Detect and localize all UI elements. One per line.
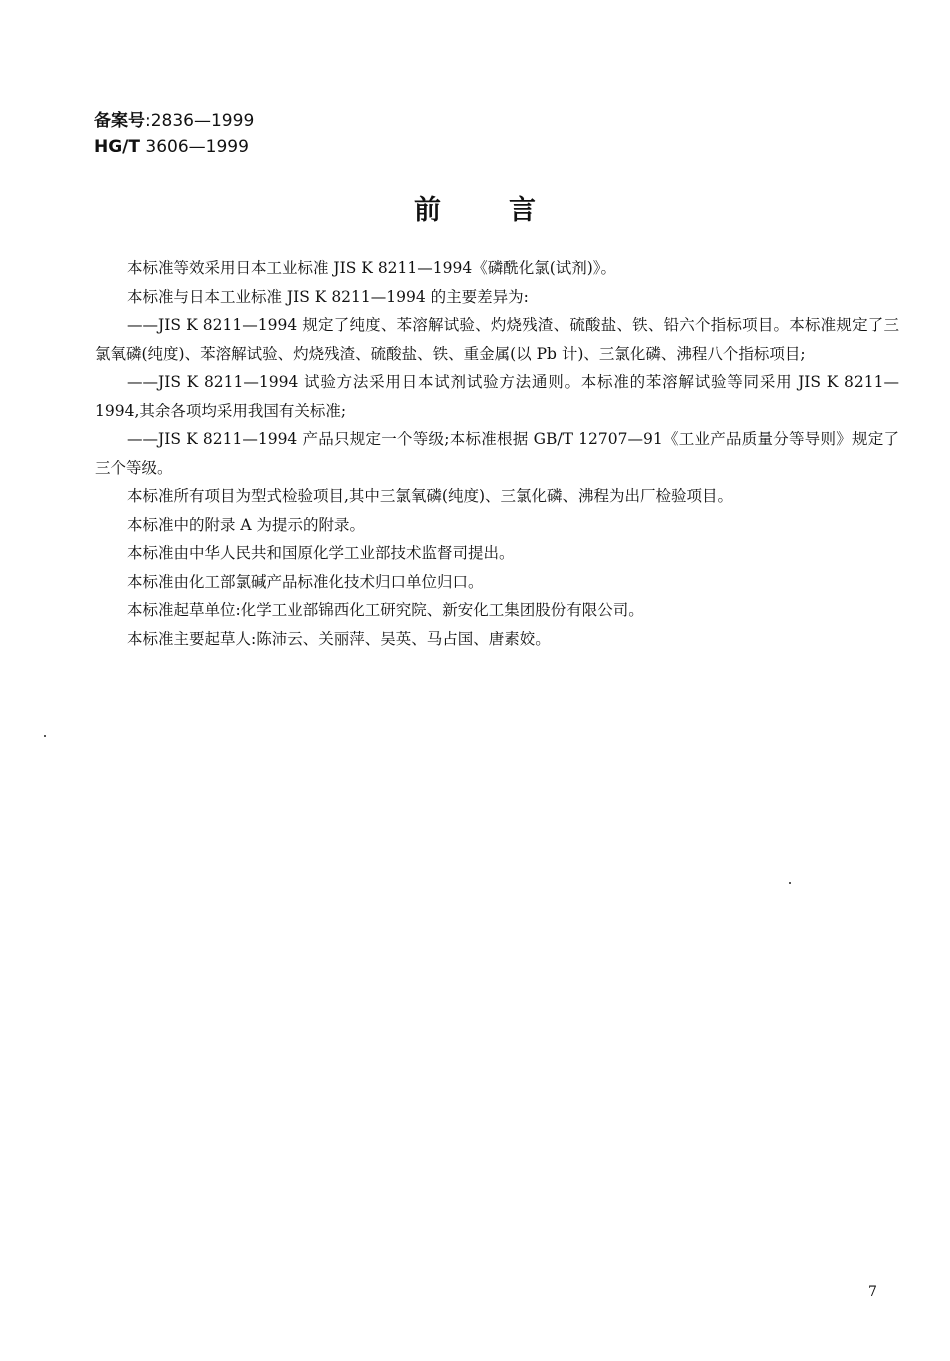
paragraph-drafting-units: 本标准起草单位:化学工业部锦西化工研究院、新安化工集团股份有限公司。	[127, 601, 644, 619]
paragraph-centralized-by: 本标准由化工部氯碱产品标准化技术归口单位归口。	[127, 572, 484, 591]
scan-speck	[789, 882, 791, 884]
filing-number-line	[94, 108, 254, 134]
paragraph-proposed-by: 本标准由中华人民共和国原化学工业部技术监督司提出。	[127, 544, 515, 562]
filing-number: :2836—1999	[145, 111, 255, 131]
paragraph-differences-intro: 本标准与日本工业标准 JIS K 8211—1994 的主要差异为:	[127, 287, 529, 306]
filing-label: 备案号	[94, 111, 145, 131]
paragraph-inspection: 本标准所有项目为型式检验项目,其中三氯氧磷(纯度)、三氯化磷、沸程为出厂检验项目。	[127, 487, 734, 505]
paragraph-drafters: 本标准主要起草人:陈沛云、关丽萍、吴英、马占国、唐素姣。	[127, 629, 551, 648]
document-header	[94, 108, 254, 160]
paragraph-difference-items: ——JIS K 8211—1994 规定了纯度、苯溶解试验、灼烧残渣、硫酸盐、铁、铅六个指标项目。本标准规定了三氯氧磷(纯度)、苯溶解试验、灼烧残渣、硫酸盐、铁、重金属(以 Pb 计)、三氯化磷、沸程八个指标项目;	[95, 316, 899, 363]
page-number: 7	[868, 1284, 877, 1300]
paragraph-equivalence: 本标准等效采用日本工业标准 JIS K 8211—1994《磷酰化氯(试剂)》。	[127, 259, 617, 277]
scan-speck	[44, 735, 46, 737]
standard-code: HG/T	[94, 137, 140, 157]
standard-number: 3606—1999	[140, 137, 249, 157]
foreword-body	[95, 254, 899, 653]
paragraph-difference-grades: ——JIS K 8211—1994 产品只规定一个等级;本标准根据 GB/T 12707—91《工业产品质量分等导则》规定了三个等级。	[95, 430, 899, 477]
paragraph-difference-methods: ——JIS K 8211—1994 试验方法采用日本试剂试验方法通则。本标准的苯溶解试验等同采用 JIS K 8211—1994,其余各项均采用我国有关标准;	[95, 373, 899, 420]
page-title: 前言	[414, 195, 604, 226]
standard-number-line	[94, 134, 254, 160]
paragraph-appendix: 本标准中的附录 A 为提示的附录。	[127, 515, 366, 534]
